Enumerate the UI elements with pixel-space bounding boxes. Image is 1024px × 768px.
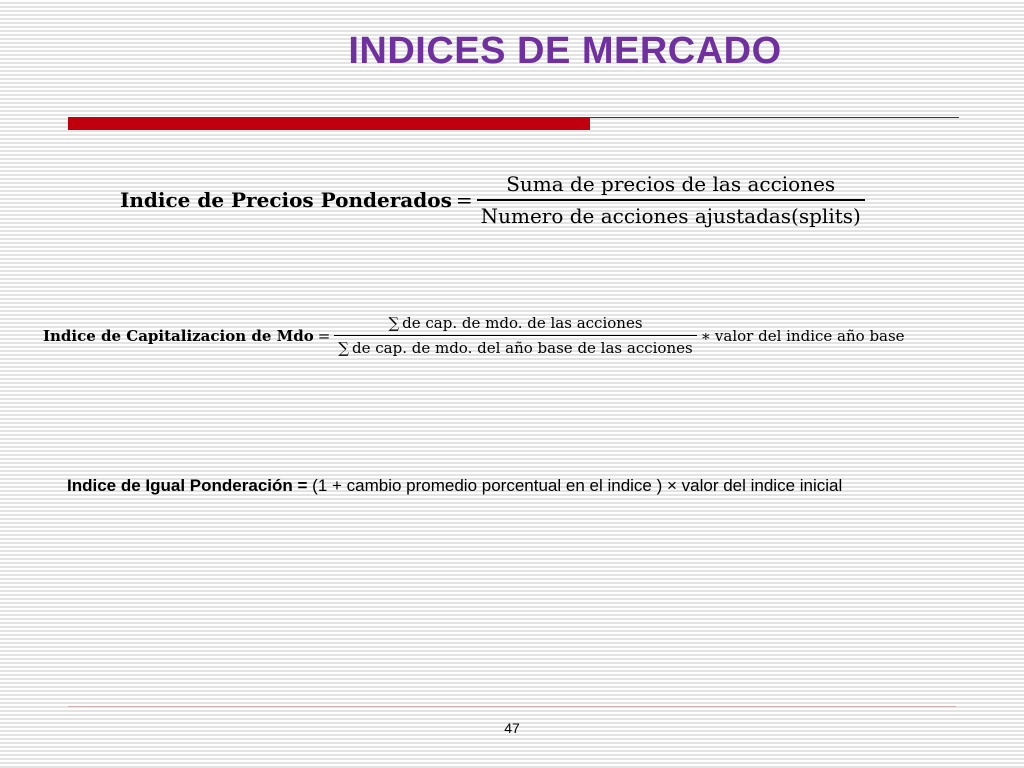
multiply-sign: ∗ [700, 326, 711, 345]
title-rule [590, 117, 959, 118]
formula-igual-label: Indice de Igual Ponderación = [67, 476, 308, 495]
denominator-text: de cap. de mdo. del año base de las acciones [352, 339, 693, 357]
accent-bar [68, 117, 590, 130]
sum-icon: ∑ [388, 314, 400, 332]
sum-icon: ∑ [338, 339, 349, 357]
footer-rule [68, 706, 956, 707]
formula-capitalizacion-numerator [384, 314, 646, 335]
formula-capitalizacion-fraction [334, 314, 696, 357]
formula-capitalizacion [43, 314, 905, 357]
formula-precios-ponderados [120, 172, 865, 228]
formula-precios-denominator: Numero de acciones ajustadas(splits) [477, 199, 865, 228]
page-number: 47 [504, 720, 520, 736]
slide-title: INDICES DE MERCADO [348, 30, 782, 72]
formula-igual-expression: (1 + cambio promedio porcentual en el indice ) × valor del indice inicial [312, 476, 843, 495]
formula-capitalizacion-multiplier: valor del indice año base [714, 326, 905, 345]
formula-precios-lhs: Indice de Precios Ponderados [120, 188, 452, 212]
numerator-text: de cap. de mdo. de las acciones [402, 314, 643, 332]
formula-capitalizacion-lhs: Indice de Capitalizacion de Mdo [43, 326, 314, 345]
equals-sign: = [455, 188, 473, 212]
formula-igual-ponderacion [67, 476, 842, 496]
equals-sign: = [317, 326, 331, 345]
formula-capitalizacion-denominator [334, 335, 696, 357]
formula-precios-fraction [477, 172, 865, 228]
formula-precios-numerator: Suma de precios de las acciones [506, 172, 836, 196]
